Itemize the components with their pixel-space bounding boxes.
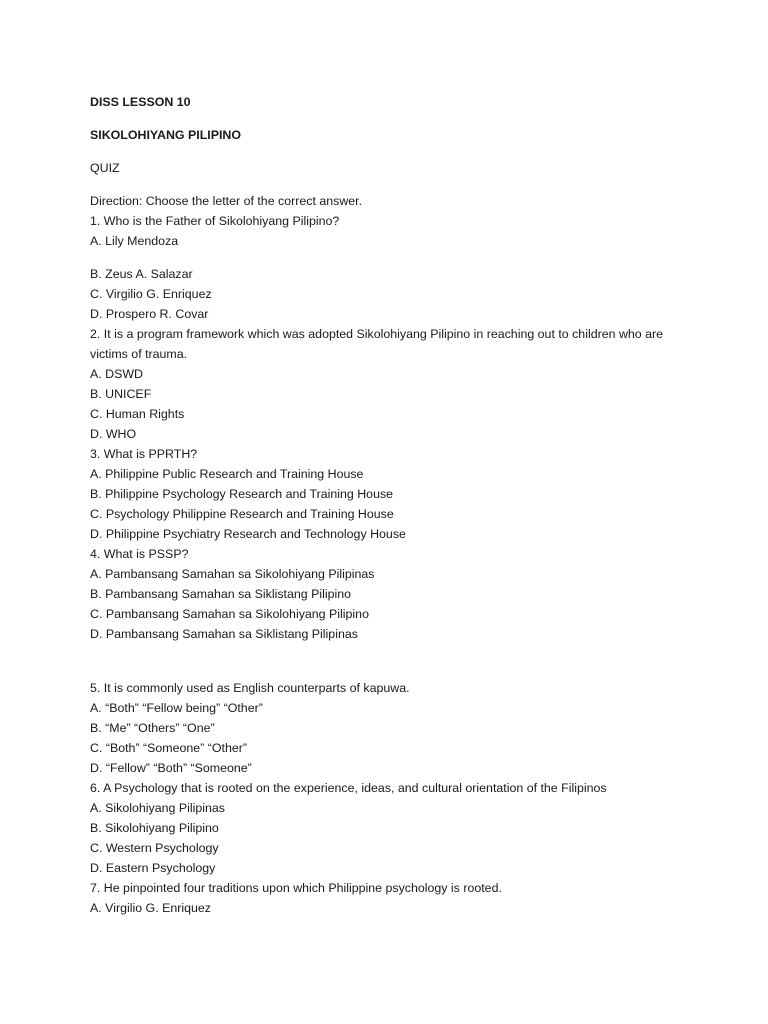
question-5-option-d: D. “Fellow” “Both” “Someone” bbox=[90, 761, 252, 775]
question-2-option-c: C. Human Rights bbox=[90, 407, 185, 421]
question-1-option-d: D. Prospero R. Covar bbox=[90, 307, 209, 321]
question-5-option-a: A. “Both” “Fellow being” “Other” bbox=[90, 701, 263, 715]
question-2: 2. It is a program framework which was adopted Sikolohiyang Pilipino in reaching out to children who are victims of trauma. bbox=[90, 327, 664, 361]
question-2-option-a: A. DSWD bbox=[90, 367, 144, 381]
lesson-title: DISS LESSON 10 bbox=[90, 95, 191, 109]
question-1-option-a: A. Lily Mendoza bbox=[90, 234, 179, 248]
question-4: 4. What is PSSP? bbox=[90, 547, 189, 561]
quiz-label: QUIZ bbox=[90, 161, 120, 175]
question-5-option-b: B. “Me” “Others” “One” bbox=[90, 721, 215, 735]
question-6-option-d: D. Eastern Psychology bbox=[90, 861, 216, 875]
direction-text: Direction: Choose the letter of the correct answer. bbox=[90, 194, 363, 208]
question-7: 7. He pinpointed four traditions upon which Philippine psychology is rooted. bbox=[90, 881, 502, 895]
question-3-option-b: B. Philippine Psychology Research and Training House bbox=[90, 487, 394, 501]
question-6-option-c: C. Western Psychology bbox=[90, 841, 219, 855]
topic-title: SIKOLOHIYANG PILIPINO bbox=[90, 128, 242, 142]
question-1: 1. Who is the Father of Sikolohiyang Pilipino? bbox=[90, 214, 340, 228]
question-4-option-a: A. Pambansang Samahan sa Sikolohiyang Pilipinas bbox=[90, 567, 375, 581]
question-1-option-c: C. Virgilio G. Enriquez bbox=[90, 287, 212, 301]
question-6: 6. A Psychology that is rooted on the experience, ideas, and cultural orientation of the Filipinos bbox=[90, 781, 607, 795]
question-1-option-b: B. Zeus A. Salazar bbox=[90, 267, 193, 281]
question-3-option-d: D. Philippine Psychiatry Research and Technology House bbox=[90, 527, 406, 541]
question-5: 5. It is commonly used as English counterparts of kapuwa. bbox=[90, 681, 410, 695]
question-4-option-c: C. Pambansang Samahan sa Sikolohiyang Pilipino bbox=[90, 607, 369, 621]
question-2-option-d: D. WHO bbox=[90, 427, 137, 441]
question-6-option-a: A. Sikolohiyang Pilipinas bbox=[90, 801, 225, 815]
question-7-option-a: A. Virgilio G. Enriquez bbox=[90, 901, 211, 915]
question-2-option-b: B. UNICEF bbox=[90, 387, 152, 401]
question-3-option-a: A. Philippine Public Research and Training House bbox=[90, 467, 364, 481]
question-3-option-c: C. Psychology Philippine Research and Training House bbox=[90, 507, 394, 521]
document-content bbox=[90, 92, 680, 918]
question-4-option-d: D. Pambansang Samahan sa Siklistang Pilipinas bbox=[90, 627, 358, 641]
question-6-option-b: B. Sikolohiyang Pilipino bbox=[90, 821, 219, 835]
question-4-option-b: B. Pambansang Samahan sa Siklistang Pilipino bbox=[90, 587, 352, 601]
question-5-option-c: C. “Both” “Someone” “Other” bbox=[90, 741, 247, 755]
question-3: 3. What is PPRTH? bbox=[90, 447, 198, 461]
